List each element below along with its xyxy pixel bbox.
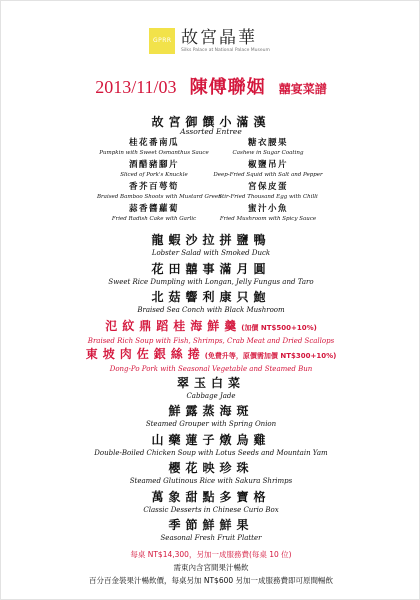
dish-item (1, 518, 420, 547)
appetizer-item-zh: 桂花番南瓜 (128, 138, 179, 148)
dish-item (1, 461, 420, 490)
dish-item (1, 233, 420, 262)
appetizer-item-zh: 蜜汁小魚 (247, 204, 288, 214)
dish-name-zh (1, 233, 420, 248)
event-date: 2013/11/03 (95, 77, 177, 97)
dish-name-zh-text: 季節鮮鮮果 (168, 518, 254, 532)
appetizer-item-en: Deep-Fried Squid with Salt and Pepper (213, 172, 323, 178)
dish-name-zh-text: 氾紋鼎蹈桂海鮮羹 (105, 318, 242, 333)
appetizer-item-zh: 宮保皮蛋 (247, 182, 288, 192)
dish-name-en: Steamed Glutinous Rice with Sakura Shrimps (129, 477, 293, 485)
dish-name-zh-text: 萬象甜點多寶格 (151, 489, 271, 504)
dish-name-en: Braised Sea Conch with Black Mushroom (137, 306, 285, 314)
dish-name-zh-text: 鮮露蒸海斑 (168, 404, 254, 418)
appetizer-row (97, 160, 325, 182)
logo (149, 28, 270, 54)
dish-name-en: Classic Desserts in Chinese Curio Box (143, 505, 279, 514)
appetizer-item (97, 160, 211, 182)
appetizer-title: 故宮御饌小滿漢 (151, 115, 271, 129)
dish-item (1, 290, 420, 319)
appetizer-item-en: Sliced of Pork's Knuckle (120, 172, 188, 178)
dish-name-zh (1, 518, 420, 533)
appetizer-grid (97, 138, 325, 226)
appetizer-item (97, 204, 211, 226)
appetizer-item-zh: 蒜香醬蘿蔔 (128, 204, 179, 214)
dish-list (1, 233, 420, 547)
appetizer-item-en: Pumpkin with Sweet Osmanthus Sauce (99, 150, 209, 156)
appetizer-item (211, 160, 325, 182)
juice-upgrade-note: 百分百金裝果汁暢飲價，每桌另加 NT$600 另加一成服務費即可原間暢飲 (88, 576, 334, 585)
appetizer-item (211, 138, 325, 160)
appetizer-item-en: Fried Radish Cake with Garlic (111, 216, 197, 222)
appetizer-row (97, 204, 325, 226)
dish-name-en: Sweet Rice Dumpling with Longan, Jelly Fungus and Taro (108, 277, 314, 286)
dish-name-en: Seasonal Fresh Fruit Platter (160, 534, 262, 542)
appetizer-row (97, 138, 325, 160)
dish-name-zh (1, 376, 420, 391)
appetizer-item-en: Braised Bamboo Shoots with Mustard Green (97, 194, 222, 200)
dish-name-zh-text: 櫻花映珍珠 (168, 461, 254, 475)
dish-item (1, 262, 420, 291)
dish-name-zh-text: 北菇響利康只鮑 (151, 290, 271, 304)
logo-mark-text: GPRR (153, 37, 172, 44)
dish-name-en: Lobster Salad with Smoked Duck (151, 249, 271, 257)
dish-name-en: Double-Boiled Chicken Soup with Lotus Seeds and Mountain Yam (94, 448, 328, 457)
dish-name-zh-text: 山藥蓮子燉烏雞 (151, 432, 271, 447)
couple-name: 陳傅聯姻 (189, 77, 266, 98)
dish-name-zh (1, 461, 420, 476)
dish-name-en: Steamed Grouper with Spring Onion (145, 420, 277, 428)
dish-item (1, 404, 420, 433)
menu-subtitle: 囍宴菜譜 (278, 82, 327, 96)
menu-title (1, 73, 420, 99)
appetizer-item-zh: 椒鹽吊片 (247, 160, 288, 170)
appetizer-item-zh: 香芥百萼筍 (128, 182, 179, 192)
dish-item-upgrade (1, 319, 420, 348)
dish-name-zh (1, 404, 420, 419)
dish-name-en: Dong-Po Pork with Seasonal Vegetable and Steamed Bun (109, 365, 313, 373)
dish-name-en: Cabbage Jade (186, 391, 236, 400)
dish-name-zh (1, 347, 420, 364)
logo-subtitle: Silks Palace at National Palace Museum (181, 47, 270, 53)
drink-note: 需東內含宮間果汁暢飲 (173, 563, 249, 572)
appetizer-item-en: Fried Mushroom with Spicy Sauce (219, 216, 317, 222)
dish-name-zh-text: 花田囍事滿月圓 (151, 261, 271, 276)
appetizer-item-zh: 糖衣腰果 (247, 138, 288, 148)
dish-item (1, 376, 420, 405)
dish-item (1, 490, 420, 519)
dish-name-zh-text: 東坡肉佐銀絲捲 (85, 347, 205, 361)
dish-item-upgrade (1, 347, 420, 376)
dish-name-zh (1, 290, 420, 305)
logo-text (181, 29, 270, 54)
dish-price-note: (加價 NT$500+10%) (241, 323, 317, 332)
dish-price-note: (免費升等，原價需加價 NT$300+10%) (204, 352, 337, 360)
dish-name-zh (1, 490, 420, 505)
appetizer-item (97, 182, 222, 204)
appetizer-item-en: Cashew in Sugar Coating (232, 150, 304, 156)
appetizer-item (97, 138, 211, 160)
dish-name-zh (1, 433, 420, 448)
appetizer-item-en: Stir-Fried Thousand Egg with Chilli (218, 194, 318, 200)
dish-item (1, 433, 420, 462)
logo-mark (149, 28, 175, 54)
dish-name-zh (1, 319, 420, 336)
logo-name: 故宮晶華 (181, 27, 257, 48)
appetizer-item (211, 182, 325, 204)
dish-name-zh-text: 龍蝦沙拉拼鹽鴨 (151, 233, 271, 247)
dish-name-en: Braised Rich Soup with Fish, Shrimps, Crab Meat and Dried Scallops (87, 336, 335, 345)
dish-name-zh (1, 262, 420, 277)
dish-name-zh-text: 翠玉白菜 (176, 375, 245, 390)
appetizer-english: Assorted Entree (180, 127, 242, 136)
price-note: 每桌 NT$14,300，另加一成服務費(每桌 10 位) (130, 550, 292, 559)
appetizer-row (97, 182, 325, 204)
appetizer-item (211, 204, 325, 226)
appetizer-item-zh: 酒醋豬腳片 (128, 160, 179, 170)
